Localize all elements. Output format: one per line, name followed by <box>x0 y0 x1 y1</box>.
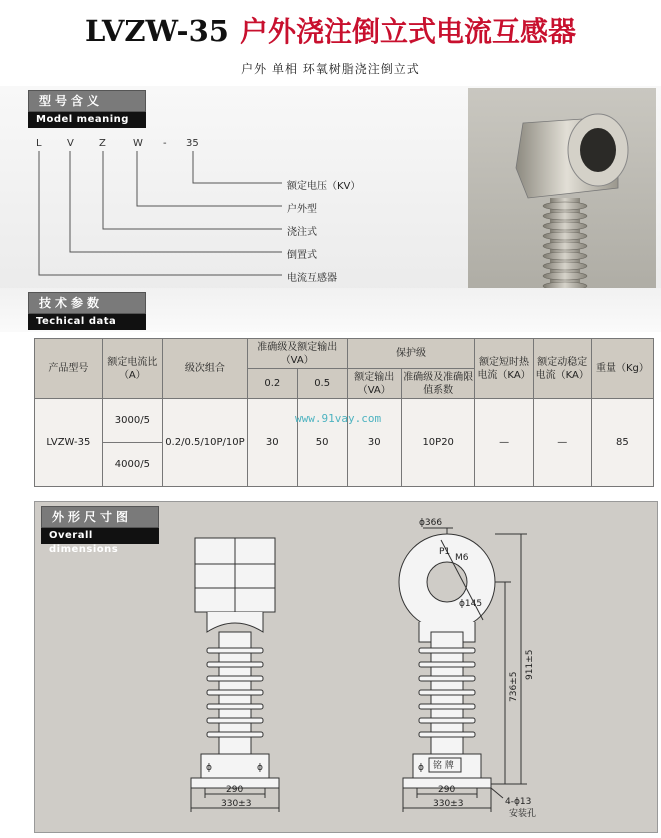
model-meaning-label-zh: 型号含义 <box>28 90 146 112</box>
th-prot-output: 额定输出（VA） <box>347 369 401 399</box>
td-weight: 85 <box>591 399 653 487</box>
model-letter-w: W <box>133 138 143 149</box>
th-accuracy: 准确级及额定输出（VA） <box>247 339 347 369</box>
meaning-current-transformer: 电流互感器 <box>287 273 337 284</box>
dim-h911: 911±5 <box>525 649 535 680</box>
dim-w330-right: 330±3 <box>433 799 464 809</box>
meaning-rated-voltage: 额定电压（KV） <box>287 181 361 192</box>
phi-mark-2: ϕ <box>257 763 263 773</box>
watermark: www.91vay.com <box>295 412 382 425</box>
dim-holes: 4-ϕ13 <box>505 797 532 807</box>
td-dynamic: — <box>533 399 591 487</box>
td-ratio-1: 3000/5 <box>102 399 162 443</box>
th-protection: 保护级 <box>347 339 475 369</box>
title-model: LVZW-35 <box>84 14 229 48</box>
td-prot-limit: 10P20 <box>401 399 475 487</box>
dim-h736: 736±5 <box>509 671 519 702</box>
td-thermal: — <box>475 399 533 487</box>
td-acc-05: 50 <box>297 399 347 487</box>
dim-p1: P1 <box>439 547 451 557</box>
th-combo: 级次组合 <box>162 339 247 399</box>
dimensions-panel <box>34 501 658 833</box>
dim-d366: ϕ366 <box>419 518 443 528</box>
model-letter-dash: - <box>163 138 167 149</box>
technical-data-label-zh: 技术参数 <box>28 292 146 314</box>
model-meaning-label-en: Model meaning <box>28 112 146 128</box>
th-ratio: 额定电流比（A） <box>102 339 162 399</box>
th-weight: 重量（Kg） <box>591 339 653 399</box>
dim-holes-label: 安装孔 <box>509 809 537 819</box>
dim-w290-right: 290 <box>438 785 456 795</box>
phi-mark-3: ϕ <box>418 763 424 773</box>
phi-mark-1: ϕ <box>206 763 212 773</box>
dim-d145: ϕ145 <box>459 599 483 609</box>
model-letter-z: Z <box>99 138 106 149</box>
nameplate-label: 铭 牌 <box>433 761 454 771</box>
th-dynamic: 额定动稳定电流（KA） <box>533 339 591 399</box>
th-acc-02: 0.2 <box>247 369 297 399</box>
model-letter-v: V <box>67 138 74 149</box>
dim-w330-left: 330±3 <box>221 799 252 809</box>
th-acc-05: 0.5 <box>297 369 347 399</box>
meaning-outdoor: 户外型 <box>287 204 317 215</box>
td-prot-output: 30 <box>347 399 401 487</box>
th-thermal: 额定短时热电流（KA） <box>475 339 533 399</box>
overall-dimensions-label-zh: 外形尺寸图 <box>41 506 159 528</box>
th-prot-limit: 准确级及准确限值系数 <box>401 369 475 399</box>
td-ratio-2: 4000/5 <box>102 443 162 487</box>
model-letter-35: 35 <box>186 138 199 149</box>
td-acc-02: 30 <box>247 399 297 487</box>
subtitle: 户外 单相 环氧树脂浇注倒立式 <box>241 62 420 76</box>
meaning-cast: 浇注式 <box>287 227 317 238</box>
technical-data-tag <box>28 292 146 330</box>
overall-dimensions-label-en: Overall dimensions <box>41 528 159 544</box>
dimension-drawing <box>35 502 657 832</box>
meaning-inverted: 倒置式 <box>287 250 317 261</box>
td-model: LVZW-35 <box>35 399 103 487</box>
technical-data-label-en: Techical data <box>28 314 146 330</box>
dim-w290-left: 290 <box>226 785 244 795</box>
overall-dimensions-tag <box>41 506 159 555</box>
model-letter-l: L <box>36 138 42 149</box>
title-name: 户外浇注倒立式电流互感器 <box>240 15 577 48</box>
th-model: 产品型号 <box>35 339 103 399</box>
td-combo: 0.2/0.5/10P/10P <box>162 399 247 487</box>
dim-m6: M6 <box>455 553 469 563</box>
